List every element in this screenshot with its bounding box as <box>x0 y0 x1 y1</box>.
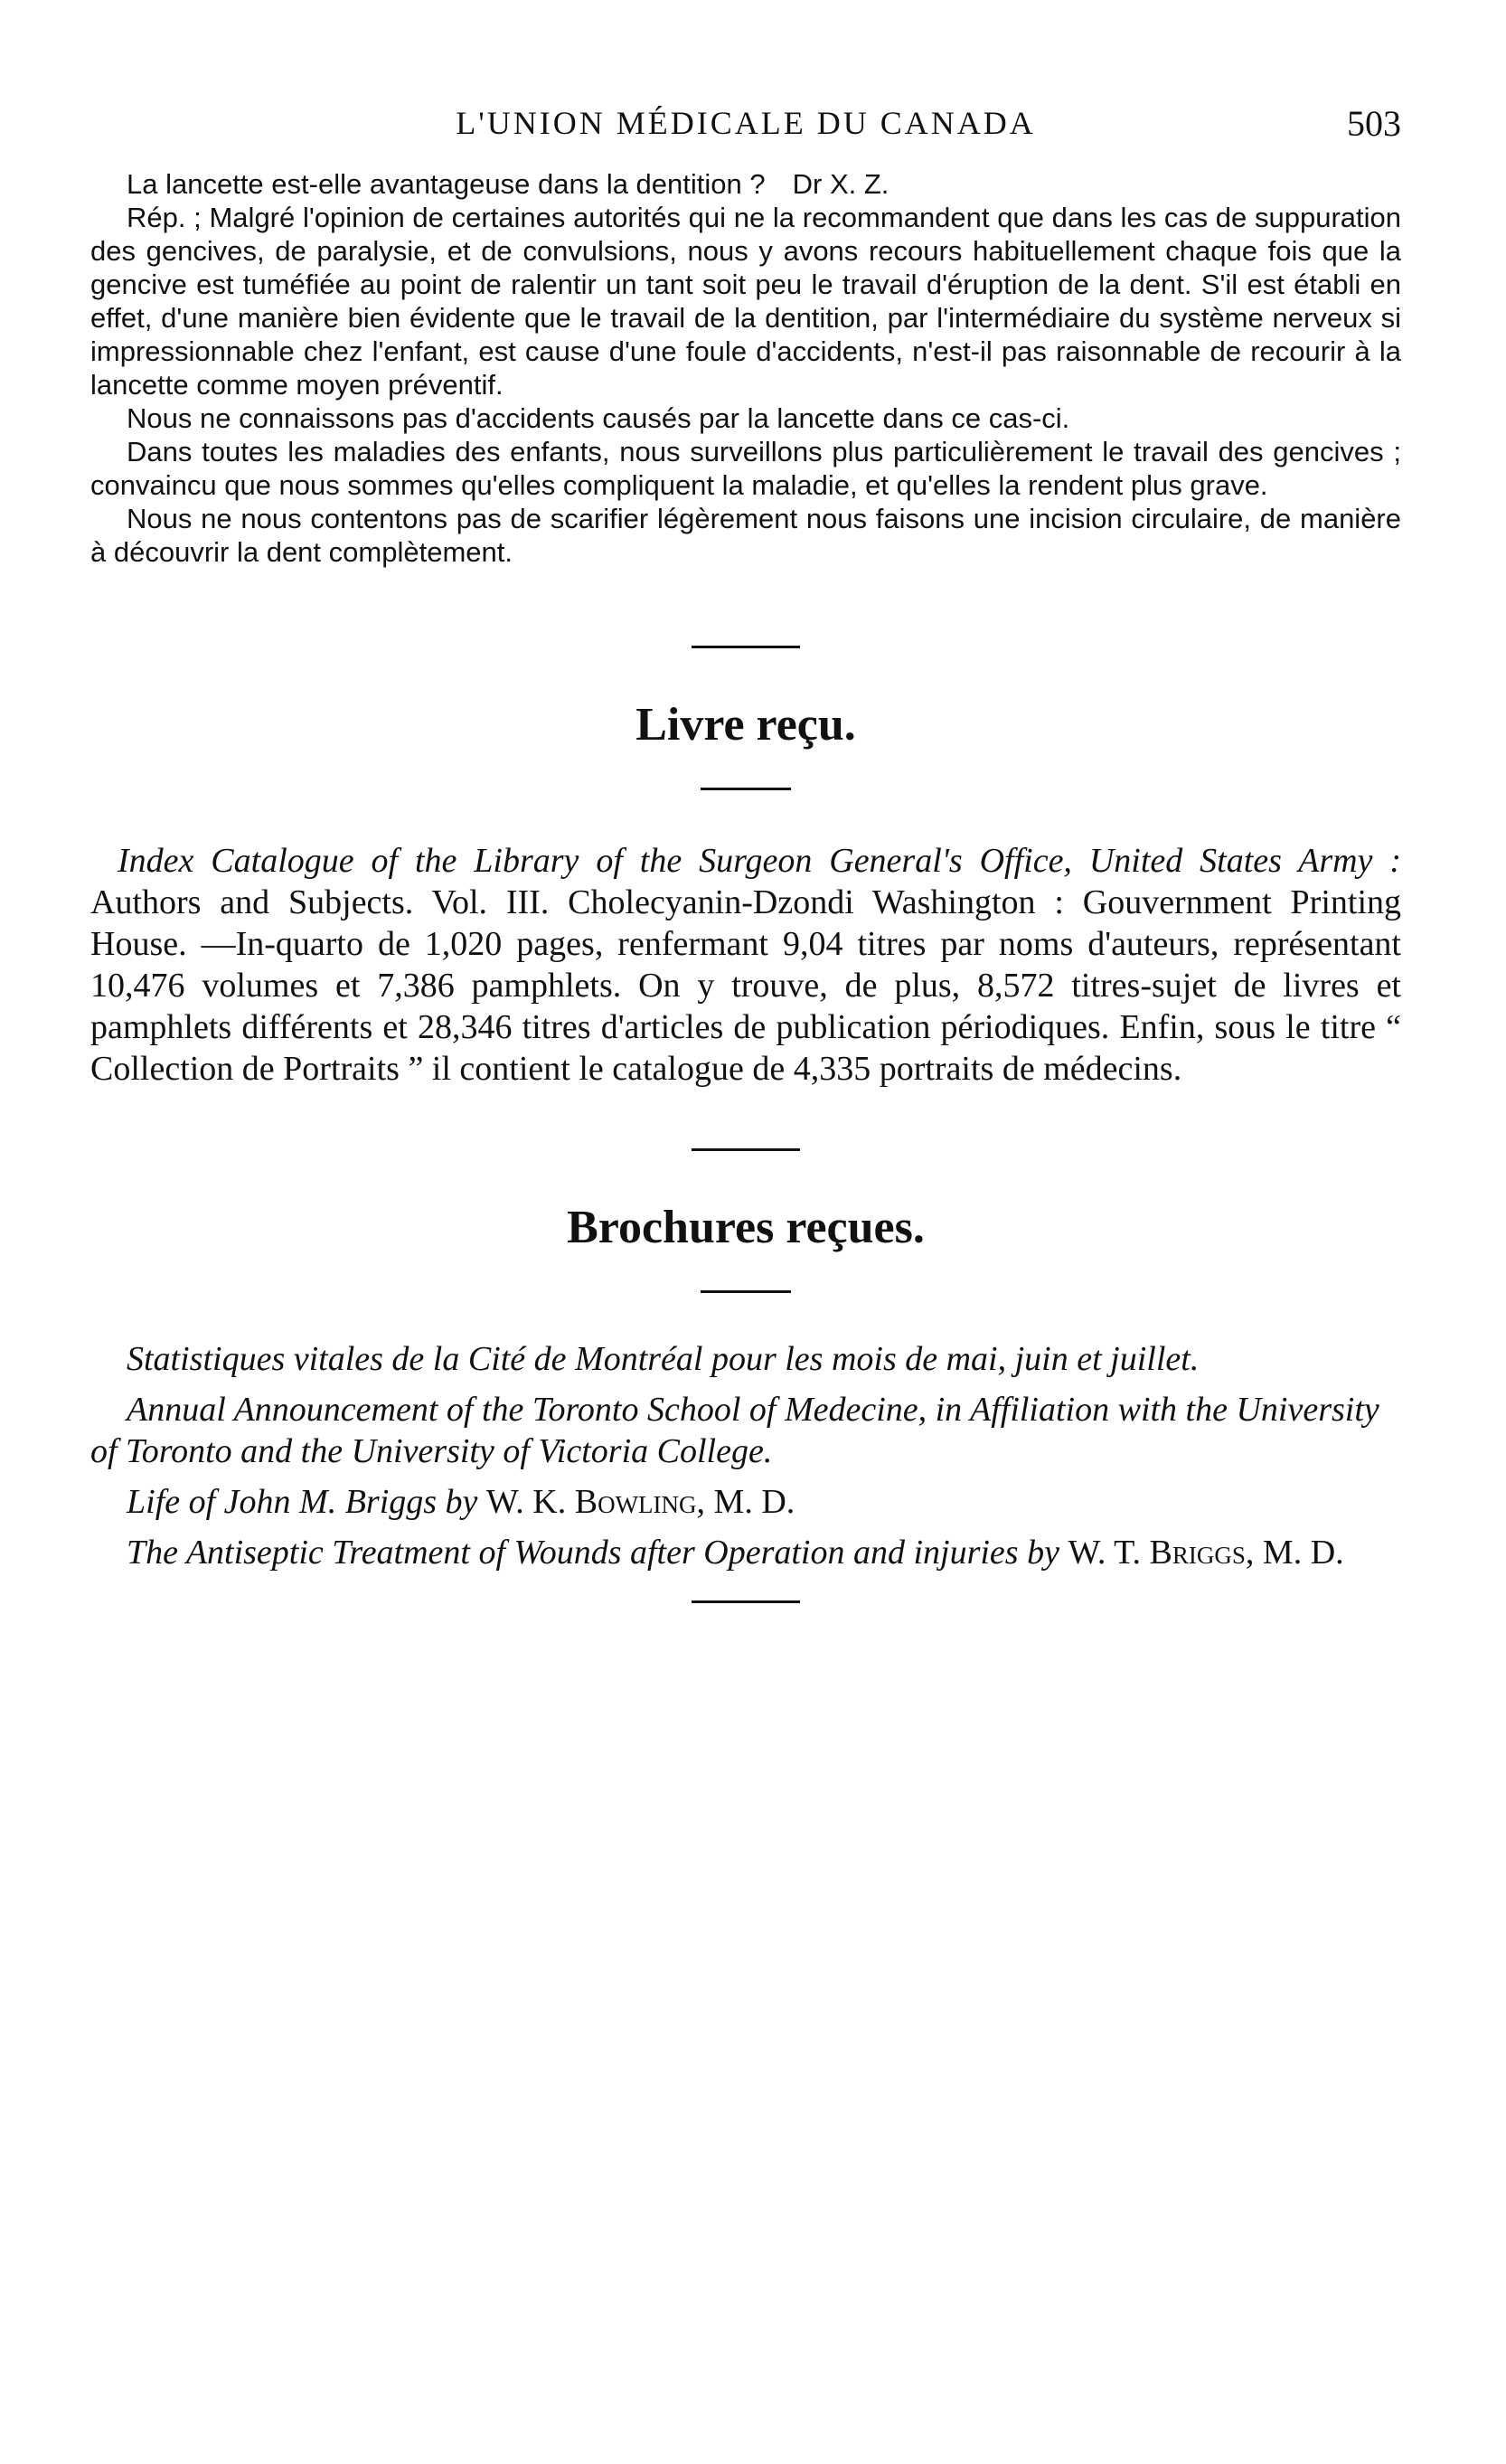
livre-recu-entry <box>90 840 1401 1090</box>
brochure-title: Statistiques vitales de la Cité de Montréal pour les mois de mai, juin et juillet. <box>127 1340 1200 1378</box>
question-text: La lancette est-elle avantageuse dans la dentition ? <box>127 168 766 200</box>
answer-paragraph: Nous ne nous contentons pas de scarifier légèrement nous faisons une incision circulaire, de manière à découvrir la dent complètement. <box>90 503 1401 568</box>
running-header <box>90 95 1401 149</box>
livre-recu-heading: Livre reçu. <box>635 699 856 751</box>
page <box>90 95 1401 1603</box>
answer-paragraph: Dans toutes les maladies des enfants, nous surveillons plus particulièrement le travail des gencives ; convaincu que nous sommes qu'elles compliquent la maladie, et qu'elles la rendent plus grave. <box>90 436 1401 501</box>
answer-paragraph: Nous ne connaissons pas d'accidents causés par la lancette dans ce cas-ci. <box>127 402 1070 434</box>
brochure-item <box>90 1532 1401 1573</box>
brochure-title: Annual Announcement of the Toronto School of Medecine, in Affiliation with the University of Toronto and the University of Victoria College. <box>90 1391 1379 1470</box>
section-divider <box>692 1600 800 1603</box>
brochure-author: W. K. Bowling, M. D. <box>485 1483 795 1521</box>
brochure-title: Life of John M. Briggs by <box>127 1483 478 1521</box>
brochure-item <box>90 1481 1401 1523</box>
brochure-item <box>90 1389 1401 1472</box>
question <box>90 167 1401 201</box>
page-number: 503 <box>1347 103 1401 144</box>
catalogue-description: Authors and Subjects. Vol. III. Cholecyanin-Dzondi Washington : Gouvernment Printing House. —In-quarto de 1,020 pages, renfermant 9,04 titres par noms d'auteurs, représentant 10,476 volumes et 7,386 pamphlets. On y trouve, de plus, 8,572 titres-sujet de livres et pamphlets différents et 28,346 titres d'articles de publication périodiques. Enfin, sous le titre “ Collection de Portraits ” il contient le catalogue de 4,335 portraits de médecins. <box>90 883 1401 1088</box>
question-signature: Dr X. Z. <box>792 168 889 200</box>
brochures-heading: Brochures reçues. <box>567 1202 925 1253</box>
catalogue-title: Index Catalogue of the Library of the Surgeon General's Office, United States Army : <box>118 842 1401 880</box>
brochure-item <box>90 1338 1401 1380</box>
brochure-author: W. T. Briggs, M. D. <box>1068 1534 1344 1572</box>
qa-section <box>90 167 1401 569</box>
brochures-list <box>90 1338 1401 1573</box>
answer-paragraph: Rép. ; Malgré l'opinion de certaines autorités qui ne la recommandent que dans les cas de suppuration des gencives, de paralysie, et de convulsions, nous y avons recours habituellement chaque fois que la gencive est tuméfiée au point de ralentir un tant soit peu le travail d'éruption de la dent. S'il est établi en effet, d'une manière bien évidente que le travail de la dentition, par l'intermédiaire du système nerveux si impressionnable chez l'enfant, est cause d'une foule d'accidents, n'est-il pas raisonnable de recourir à la lancette comme moyen préventif. <box>90 202 1401 401</box>
running-title: L'UNION MÉDICALE DU CANADA <box>456 105 1036 141</box>
brochure-title: The Antiseptic Treatment of Wounds after Operation and injuries by <box>127 1534 1059 1572</box>
